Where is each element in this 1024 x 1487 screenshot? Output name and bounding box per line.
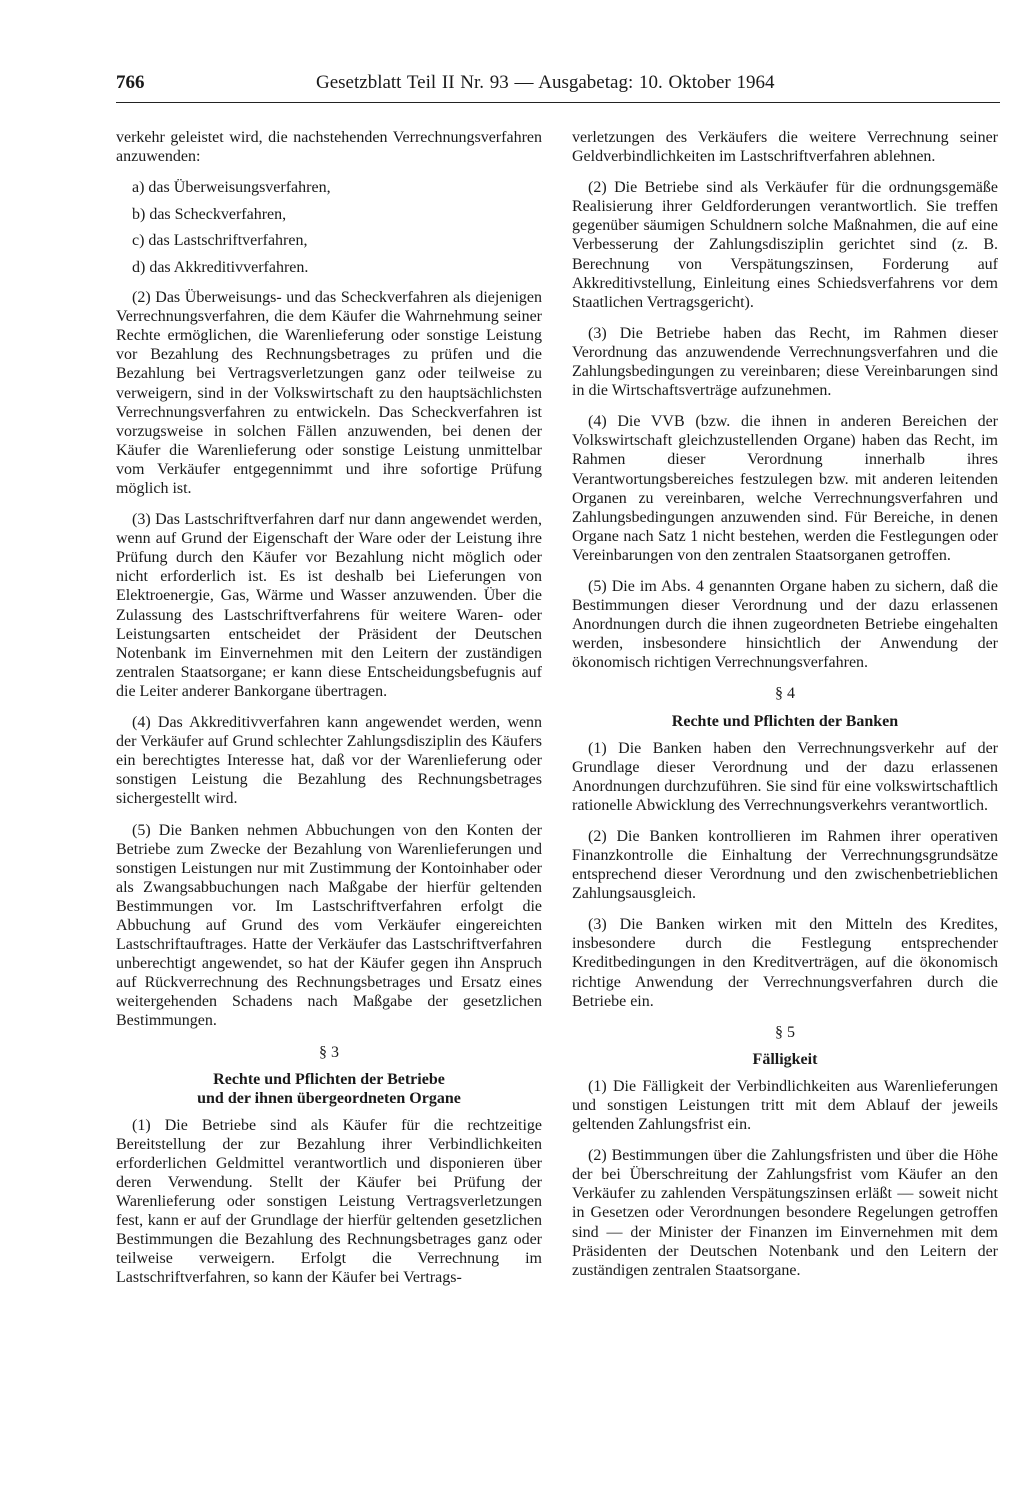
section-number: § 4 xyxy=(775,685,795,703)
paragraph: (4) Die VVB (bzw. die ihnen in anderen Bereichen der Volkswirtschaft gleichzustellenden Organe) haben das Recht, im Rahmen dieser Verordnung innerhalb ihres Verantwortungsbereiches festzulegen bzw. mit anderen leitenden Organen zu vereinbaren, welche Verrechnungsverfahren und Zahlungsbedingungen anzuwenden sind. Für Bereiche, in denen Organe nach Satz 1 nicht bestehen, werden die Festlegungen oder Vereinbarungen von den zentralen Staatsorganen getroffen. xyxy=(572,413,998,564)
page-number: 766 xyxy=(116,72,145,93)
paragraph: (1) Die Betriebe sind als Käufer für die rechtzeitige Bereitstellung der zur Bezahlung ihrer Verbindlichkeiten erforderlichen Geldmittel verantwortlich und disponieren über deren Verwendung. Stellt der Käufer bei Prüfung der Warenlieferung oder sonstigen Leistung Vertragsverletzungen fest, kann er auf der Grundlage der hierfür geltenden gesetzlichen Bestimmungen die Bezahlung des Rechnungsbetrages ganz oder teilweise verweigern. Erfolgt die Verrechnung im Lastschriftverfahren, so kann der Käufer bei Vertrags- xyxy=(116,1116,542,1287)
right-column xyxy=(572,128,998,1292)
section-number: § 3 xyxy=(319,1043,339,1061)
list-item: a) das Überweisungsverfahren, xyxy=(132,179,331,197)
paragraph: (3) Das Lastschriftverfahren darf nur dann angewendet werden, wenn auf Grund der Eigenschaft der Ware oder der Leistung ihre Prüfung durch den Käufer vor Bezahlung nicht möglich oder nicht erforderlich ist. Es ist deshalb bei Lieferungen von Elektroenergie, Gas, Wärme und Wasser anzuwenden. Über die Zulassung des Lastschriftverfahrens für weitere Waren- oder Leistungsarten entscheidet der Präsident der Deutschen Notenbank im Einvernehmen mit den Leitern der zuständigen zentralen Staatsorgane; er kann diese Entscheidungsbefugnis auf die Leiter anderer Bankorgane übertragen. xyxy=(116,511,542,700)
paragraph: (2) Die Banken kontrollieren im Rahmen ihrer operativen Finanzkontrolle die Einhaltung der Verrechnungsgrundsätze entsprechend dieser Verordnung und den zwischenbetrieblichen Zahlungsausgleich. xyxy=(572,827,998,903)
paragraph: (1) Die Banken haben den Verrechnungsverkehr auf der Grundlage dieser Verordnung und der dazu erlassenen Anordnungen durchzuführen. Sie sind für eine volkswirtschaftlich rationelle Abwicklung des Verrechnungsverkehrs verantwortlich. xyxy=(572,739,998,814)
paragraph: (3) Die Betriebe haben das Recht, im Rahmen dieser Verordnung das anzuwendende Verrechnungsverfahren und die Zahlungsbedingungen zu vereinbaren; diese Vereinbarungen sind in die Wirtschaftsverträge aufzunehmen. xyxy=(572,324,998,400)
paragraph: (5) Die Banken nehmen Abbuchungen von den Konten der Betriebe zum Zwecke der Bezahlung von Warenlieferungen und sonstigen Leistungen nur mit Zustimmung der Kontoinhaber oder als Zwangsabbuchungen nach Maßgabe der hierfür geltenden Bestimmungen vor. Im Lastschriftverfahren erfolgt die Abbuchung auf Grund des vom Verkäufer eingereichten Lastschriftauftrages. Hatte der Verkäufer das Lastschriftverfahren unberechtigt angewendet, so hat der Käufer gegen ihn Anspruch auf Rückverrechnung des Rechnungsbetrages und Ersatz eines weitergehenden Schadens nach Maßgabe der gesetzlichen Bestimmungen. xyxy=(116,821,542,1030)
section-number: § 5 xyxy=(775,1023,795,1041)
section-title-line: Rechte und Pflichten der Betriebe xyxy=(213,1070,445,1088)
paragraph: verletzungen des Verkäufers die weitere Verrechnung seiner Geldverbindlichkeiten im Lastschriftverfahren ablehnen. xyxy=(572,129,998,166)
paragraph: verkehr geleistet wird, die nachstehenden Verrechnungsverfahren anzuwenden: xyxy=(116,129,542,166)
paragraph: (2) Bestimmungen über die Zahlungsfristen und über die Höhe der bei Überschreitung der Zahlungsfrist vom Käufer an den Verkäufer zu zahlenden Verspätungszinsen erläßt — soweit nicht in Gesetzen oder Verordnungen besondere Regelungen getroffen sind — der Minister der Finanzen im Einvernehmen mit dem Präsidenten der Deutschen Notenbank und den Leitern der zuständigen zentralen Staatsorgane. xyxy=(572,1147,998,1279)
list-item: d) das Akkreditivverfahren. xyxy=(132,258,309,276)
page-header xyxy=(116,72,1000,102)
paragraph: (1) Die Fälligkeit der Verbindlichkeiten aus Warenlieferungen und sonstigen Leistungen tritt mit dem Ablauf der jeweils geltenden Zahlungsfrist ein. xyxy=(572,1077,998,1134)
paragraph: (4) Das Akkreditivverfahren kann angewendet werden, wenn der Verkäufer auf Grund schlechter Zahlungsdisziplin des Käufers ein berechtigtes Interesse hat, daß vor der Warenlieferung oder sonstigen Leistung die Bezahlung des Rechnungsbetrages sichergestellt wird. xyxy=(116,714,542,808)
section-title-line: und der ihnen übergeordneten Organe xyxy=(197,1089,461,1107)
left-column xyxy=(116,128,542,1299)
gazette-title: Gesetzblatt Teil II Nr. 93 — Ausgabetag: 10. Oktober 1964 xyxy=(316,72,775,93)
list-item: c) das Lastschriftverfahren, xyxy=(132,232,308,250)
header-rule xyxy=(116,102,1000,103)
paragraph: (3) Die Banken wirken mit den Mitteln des Kredites, insbesondere durch die Festlegung entsprechender Kreditbedingungen in den Kreditverträgen, auf die ökonomisch richtige Anwendung der Verrechnungsverfahren durch die Betriebe ein. xyxy=(572,916,998,1010)
section-title xyxy=(116,1070,542,1108)
paragraph: (2) Die Betriebe sind als Verkäufer für die ordnungsgemäße Realisierung ihrer Geldforderungen verantwortlich. Sie treffen gegenüber säumigen Schuldnern solche Maßnahmen, die auf eine Verbesserung der Zahlungsdisziplin gerichtet sind (z. B. Berechnung von Verspätungszinsen, Forderung auf Akkreditivstellung, Einleitung eines Schiedsverfahrens vor dem Staatlichen Vertragsgericht). xyxy=(572,179,998,311)
list-item: b) das Scheckverfahren, xyxy=(132,205,287,223)
paragraph: (2) Das Überweisungs- und das Scheckverfahren als diejenigen Verrechnungsverfahren, die dem Käufer die Wahrnehmung seiner Rechte ermöglichen, die Warenlieferung oder sonstige Leistung vor Bezahlung des Rechnungsbetrages zu prüfen und die Bezahlung bei Vertragsverletzungen ganz oder teilweise zu verweigern, sind in der Volkswirtschaft zu den hauptsächlichsten Verrechnungsverfahren zu entwickeln. Das Scheckverfahren ist vorzugsweise in solchen Fällen anzuwenden, bei denen der Käufer die Warenlieferung oder sonstige Leistung unmittelbar vom Verkäufer entgegennimmt und ihre sofortige Prüfung möglich ist. xyxy=(116,289,542,497)
paragraph: (5) Die im Abs. 4 genannten Organe haben zu sichern, daß die Bestimmungen dieser Verordnung und der dazu erlassenen Anordnungen durch die ihnen zugeordneten Betriebe eingehalten werden, insbesondere hinsichtlich der Anwendung der ökonomisch richtigen Verrechnungsverfahren. xyxy=(572,577,998,672)
section-title: Rechte und Pflichten der Banken xyxy=(671,712,899,730)
procedure-list xyxy=(116,178,542,277)
section-title: Fälligkeit xyxy=(752,1050,818,1068)
